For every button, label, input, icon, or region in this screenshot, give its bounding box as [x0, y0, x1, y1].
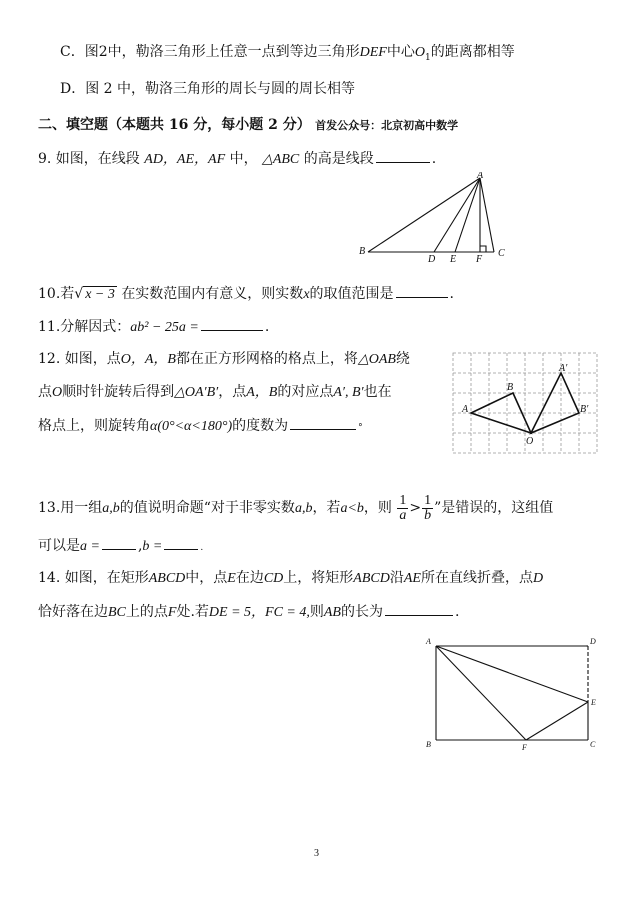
label-e: E [591, 698, 596, 707]
label-f: F [522, 743, 527, 752]
label-a-prime: A′ [559, 363, 568, 374]
answer-blank [201, 316, 263, 331]
section-heading: 二、填空题（本题共 16 分，每小题 2 分） 首发公众号：北京初高中数学 [38, 117, 459, 133]
answer-blank [290, 415, 356, 430]
label-a: A [477, 172, 484, 181]
option-c: C．图2中，勒洛三角形上任意一点到等边三角形DEF中心$O_1$的距离都相等 [60, 44, 515, 63]
question-9: 9. 如图，在线段 AD，AE，AF 中， △ABC 的高是线段 . [38, 148, 436, 170]
label-a: A [462, 404, 469, 415]
answer-blank [376, 148, 430, 163]
label-b: B [426, 740, 431, 749]
answer-blank-b [164, 535, 198, 550]
rotation-grid-figure [452, 352, 602, 457]
question-13-line2: 可以是a = ,b = . [38, 535, 203, 558]
label-c: C [498, 248, 505, 259]
label-f: F [476, 254, 483, 262]
fraction-1-over-b: $\frac{1}{b}$ [424, 492, 432, 523]
question-14-line2: 恰好落在边BC上的点F处.若DE = 5，FC = 4,则AB的长为 . [38, 601, 459, 623]
question-12-line3: 格点上，则旋转角α(0°<α<180°)的度数为 ° [38, 415, 363, 438]
label-e: E [450, 254, 457, 262]
label-b-prime: B′ [580, 404, 589, 415]
answer-blank-a [102, 535, 136, 550]
label-c: C [590, 740, 596, 749]
question-13-line1: 13.用一组a,b的值说明命题“对于非零实数a,b，若a<b，则 $\frac{1}{a}$ > $\frac{1}{b}$ ”是错误的，这组值 [38, 492, 554, 523]
question-14-line1: 14. 如图，在矩形ABCD中，点E在边CD上，将矩形ABCD沿AE所在直线折叠，点D [38, 570, 544, 586]
label-a: A [426, 637, 431, 646]
fraction-1-over-a: $\frac{1}{a}$ [399, 492, 407, 523]
question-11: 11.分解因式：ab² − 25a = . [38, 316, 269, 338]
triangle-figure-q9 [358, 172, 518, 262]
question-10: 10.若√ x − 3 在实数范围内有意义，则实数x的取值范围是 . [38, 283, 454, 305]
question-12-line1: 12. 如图，点O，A，B都在正方形网格的格点上，将△OAB绕 [38, 351, 410, 367]
answer-blank [396, 283, 448, 298]
label-b: B [359, 246, 366, 257]
label-o: O [526, 436, 534, 447]
question-12-line2: 点O顺时针旋转后得到△OA′B′，点A，B的对应点A′, B′也在 [38, 384, 392, 400]
label-b: B [507, 382, 514, 393]
answer-blank [385, 601, 453, 616]
option-d: D．图 2 中，勒洛三角形的周长与圆的周长相等 [60, 81, 356, 97]
label-d: D [428, 254, 436, 262]
label-d: D [590, 637, 596, 646]
rectangle-fold-figure [422, 634, 612, 754]
page-number: 3 [314, 848, 319, 859]
